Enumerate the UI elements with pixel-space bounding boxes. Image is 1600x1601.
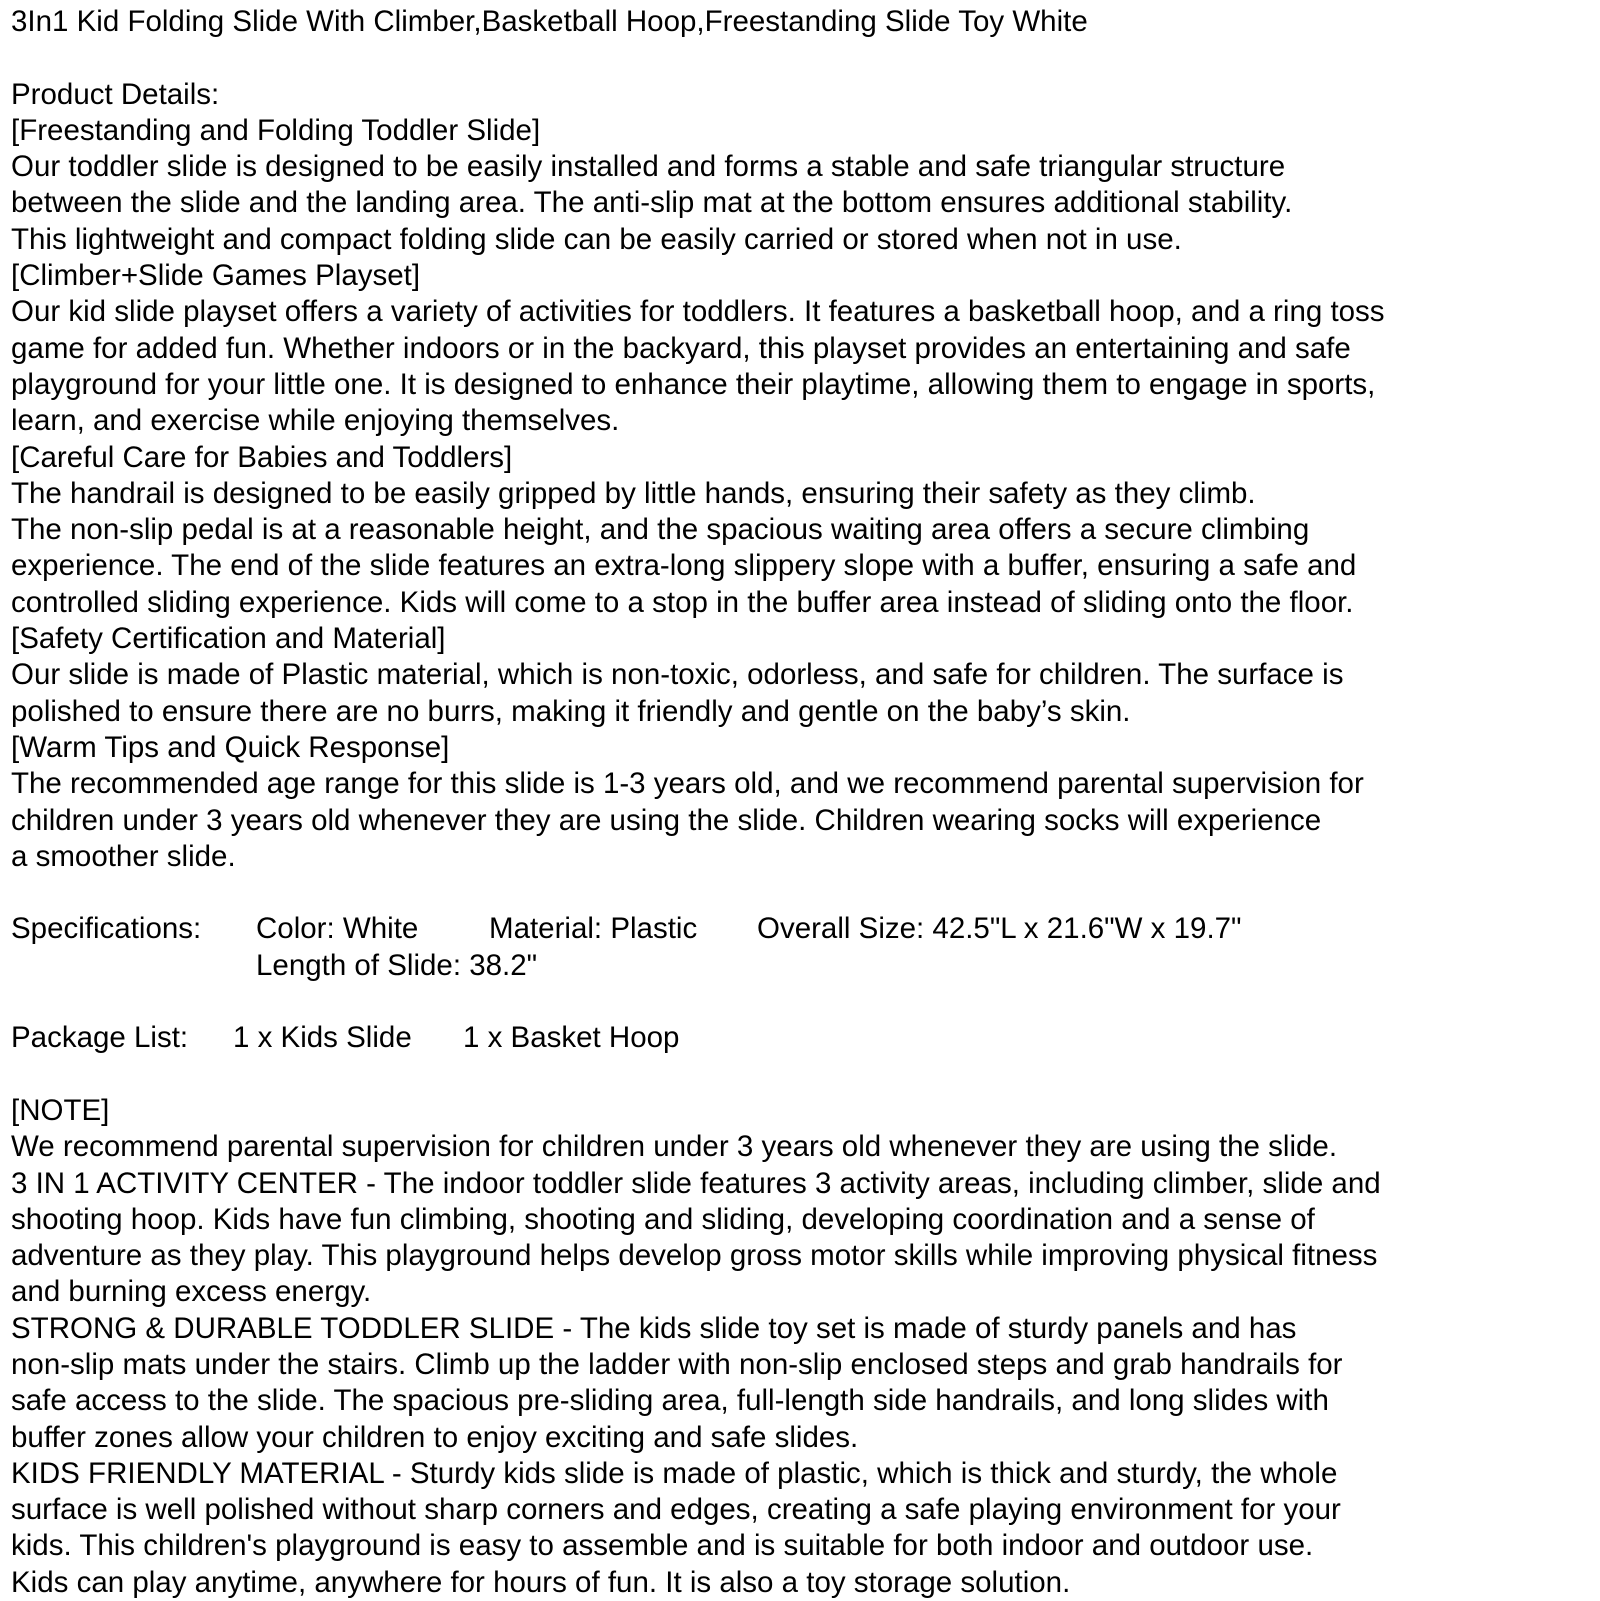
section-line: experience. The end of the slide features an extra-long slippery slope with a buffer, ensuring a safe and	[11, 549, 1357, 583]
spacer	[11, 40, 1596, 76]
section-line: Our toddler slide is designed to be easily installed and forms a stable and safe triangular structure	[11, 150, 1286, 184]
note-line: non-slip mats under the stairs. Climb up the ladder with non-slip enclosed steps and grab handrails for	[11, 1347, 1343, 1381]
package-label: Package List:	[11, 1021, 189, 1055]
spec-overall-size: Overall Size: 42.5"L x 21.6"W x 19.7"	[757, 912, 1242, 946]
section-heading: [Careful Care for Babies and Toddlers]	[11, 440, 513, 474]
section-line: playground for your little one. It is designed to enhance their playtime, allowing them to engage in sports,	[11, 367, 1376, 401]
note-line: kids. This children's playground is easy to assemble and is suitable for both indoor and outdoor use.	[11, 1529, 1314, 1563]
section-line: The recommended age range for this slide is 1-3 years old, and we recommend parental supervision for	[11, 767, 1364, 801]
note-line: 3 IN 1 ACTIVITY CENTER - The indoor toddler slide features 3 activity areas, including climber, slide and	[11, 1166, 1381, 1200]
note-line: and burning excess energy.	[11, 1275, 372, 1309]
package-item: 1 x Kids Slide	[233, 1021, 412, 1055]
section-freestanding	[11, 113, 1596, 258]
section-warm-tips	[11, 730, 1596, 875]
note-heading: [NOTE]	[11, 1093, 110, 1127]
package-list	[11, 1020, 1596, 1056]
spacer	[11, 984, 1596, 1020]
section-line: Our slide is made of Plastic material, which is non-toxic, odorless, and safe for children. The surface is	[11, 658, 1344, 692]
section-heading: [Warm Tips and Quick Response]	[11, 730, 450, 764]
section-line: The handrail is designed to be easily gripped by little hands, ensuring their safety as they climb.	[11, 476, 1256, 510]
spacer	[11, 1057, 1596, 1093]
section-line: polished to ensure there are no burrs, making it friendly and gentle on the baby’s skin.	[11, 694, 1131, 728]
section-playset	[11, 258, 1596, 439]
product-title: 3In1 Kid Folding Slide With Climber,Basketball Hoop,Freestanding Slide Toy White	[11, 5, 1088, 38]
details-label: Product Details:	[11, 77, 220, 111]
package-item: 1 x Basket Hoop	[463, 1021, 680, 1055]
section-line: learn, and exercise while enjoying themselves.	[11, 404, 620, 438]
section-heading: [Freestanding and Folding Toddler Slide]	[11, 113, 541, 147]
spec-row-1	[11, 911, 1596, 947]
product-description	[11, 4, 1596, 1601]
spacer	[11, 875, 1596, 911]
note-line: STRONG & DURABLE TODDLER SLIDE - The kids slide toy set is made of sturdy panels and has	[11, 1311, 1297, 1345]
spec-color: Color: White	[256, 912, 419, 946]
specifications	[11, 911, 1596, 984]
section-line: game for added fun. Whether indoors or in the backyard, this playset provides an entertaining and safe	[11, 331, 1351, 365]
section-line: children under 3 years old whenever they are using the slide. Children wearing socks will experience	[11, 803, 1322, 837]
section-line: This lightweight and compact folding slide can be easily carried or stored when not in use.	[11, 222, 1182, 256]
note-line: We recommend parental supervision for children under 3 years old whenever they are using the slide.	[11, 1130, 1338, 1164]
note-line: safe access to the slide. The spacious pre-sliding area, full-length side handrails, and long slides with	[11, 1384, 1329, 1418]
section-line: The non-slip pedal is at a reasonable height, and the spacious waiting area offers a secure climbing	[11, 513, 1310, 547]
section-line: between the slide and the landing area. The anti-slip mat at the bottom ensures additional stability.	[11, 186, 1293, 220]
section-heading: [Safety Certification and Material]	[11, 622, 446, 656]
section-line: Our kid slide playset offers a variety of activities for toddlers. It features a basketball hoop, and a ring toss	[11, 295, 1385, 329]
note-line: adventure as they play. This playground helps develop gross motor skills while improving physical fitness	[11, 1239, 1378, 1273]
note-section	[11, 1093, 1596, 1601]
spec-material: Material: Plastic	[489, 912, 698, 946]
note-line: surface is well polished without sharp corners and edges, creating a safe playing environment for your	[11, 1493, 1341, 1527]
spec-label: Specifications:	[11, 912, 202, 946]
spec-row-2	[11, 948, 1596, 984]
section-heading: [Climber+Slide Games Playset]	[11, 259, 421, 293]
section-safety	[11, 621, 1596, 730]
note-line: Kids can play anytime, anywhere for hours of fun. It is also a toy storage solution.	[11, 1565, 1071, 1599]
section-careful-care	[11, 440, 1596, 621]
note-line: KIDS FRIENDLY MATERIAL - Sturdy kids slide is made of plastic, which is thick and sturdy, the whole	[11, 1456, 1338, 1490]
spec-slide-length: Length of Slide: 38.2"	[256, 948, 538, 982]
section-line: a smoother slide.	[11, 839, 236, 873]
section-line: controlled sliding experience. Kids will come to a stop in the buffer area instead of sliding onto the floor.	[11, 585, 1354, 619]
note-line: shooting hoop. Kids have fun climbing, shooting and sliding, developing coordination and a sense of	[11, 1202, 1315, 1236]
note-line: buffer zones allow your children to enjoy exciting and safe slides.	[11, 1420, 859, 1454]
